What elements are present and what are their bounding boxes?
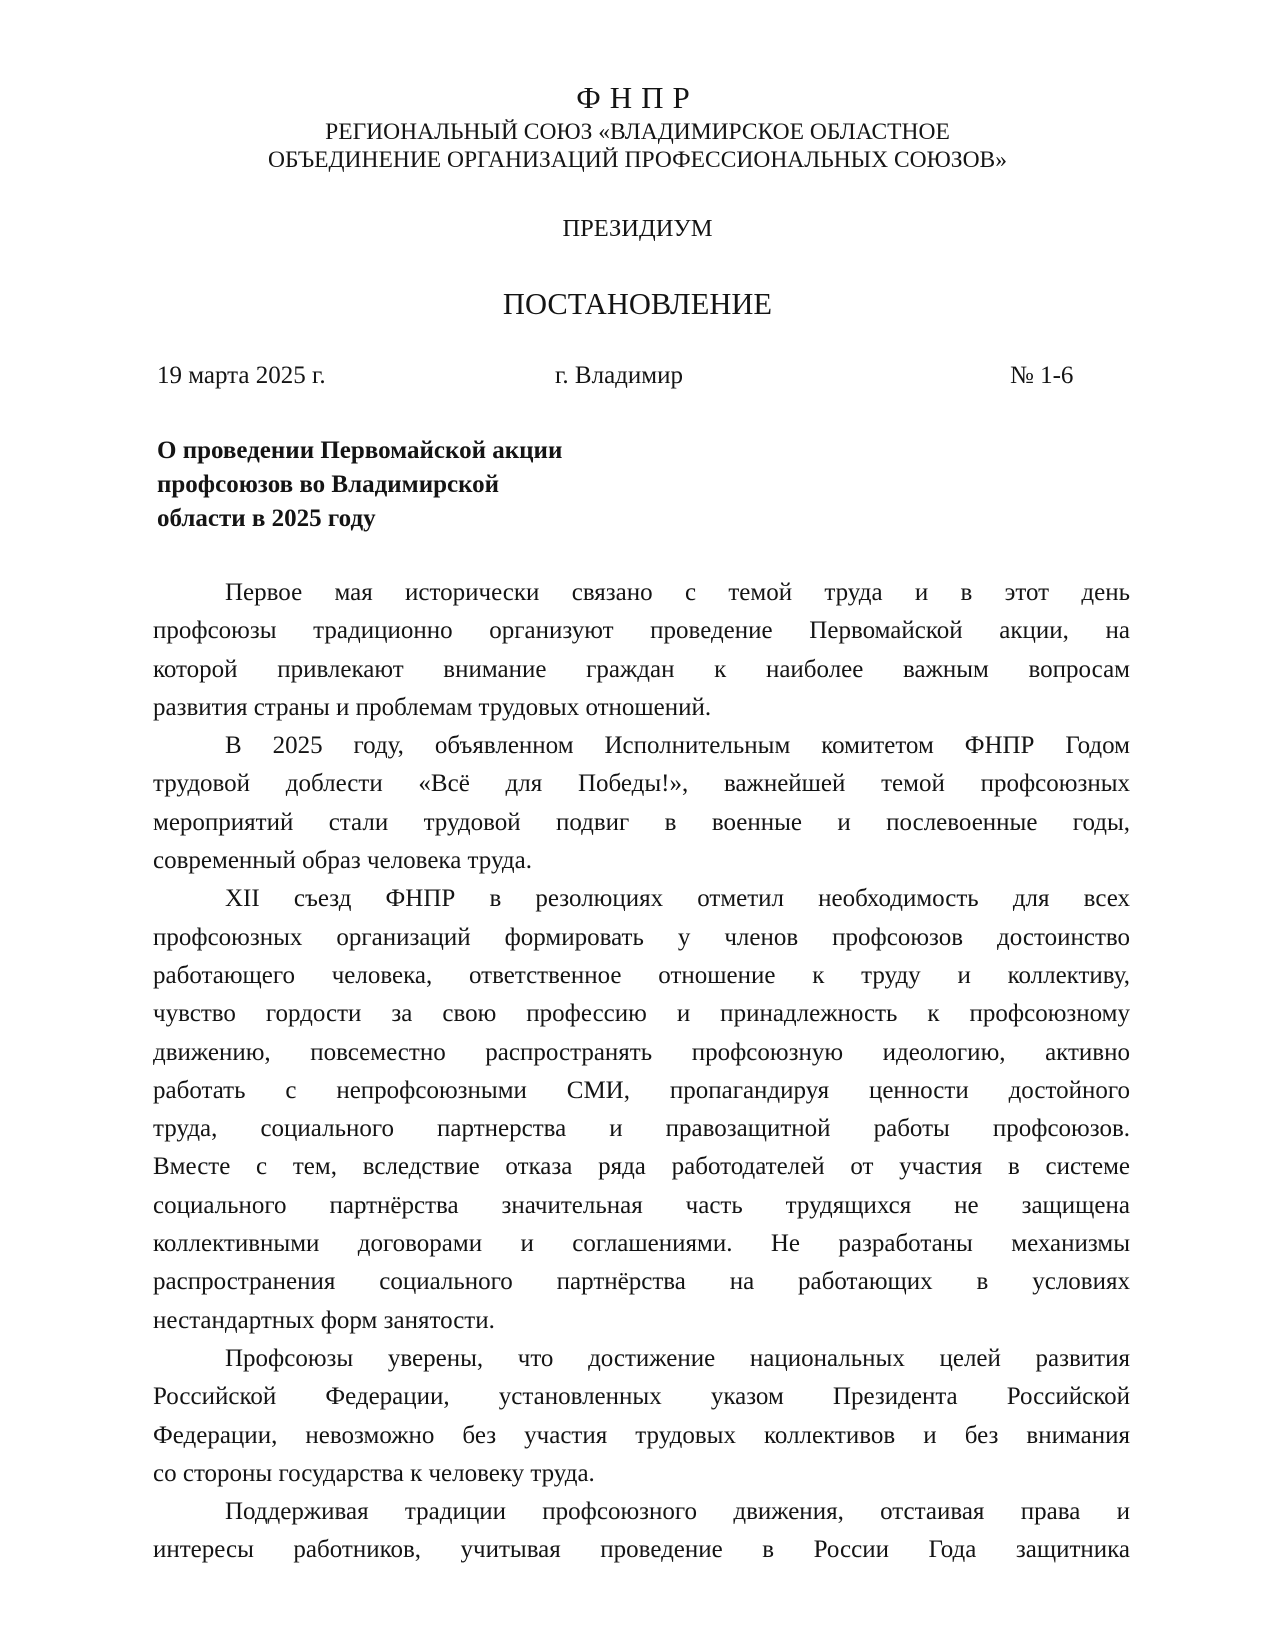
body-line: социального партнёрства значительная часть трудящихся не защищена — [153, 1191, 1130, 1219]
body-line: которой привлекают внимание граждан к наиболее важным вопросам — [153, 655, 1130, 683]
body-line: работающего человека, ответственное отношение к труду и коллективу, — [153, 961, 1130, 989]
document-body — [153, 574, 1130, 1570]
body-line: работать с непрофсоюзными СМИ, пропагандируя ценности достойного — [153, 1076, 1130, 1104]
body-line: Вместе с тем, вследствие отказа ряда работодателей от участия в системе — [153, 1153, 1130, 1181]
body-line: Российской Федерации, установленных указом Президента Российской — [153, 1383, 1130, 1411]
body-line: Федерации, невозможно без участия трудовых коллективов и без внимания — [153, 1421, 1130, 1449]
body-line: нестандартных форм занятости. — [153, 1306, 495, 1334]
document-number: № 1-6 — [1010, 362, 1074, 389]
body-line: развития страны и проблемам трудовых отношений. — [153, 693, 712, 721]
body-line: коллективными договорами и соглашениями. Не разработаны механизмы — [153, 1230, 1130, 1258]
subject-line: О проведении Первомайской акции — [157, 437, 563, 464]
body-line: Первое мая исторически связано с темой труда и в этот день — [225, 579, 1130, 606]
body-line: XII съезд ФНПР в резолюциях отметил необходимость для всех — [225, 885, 1130, 913]
org-abbreviation: ФНПР — [576, 80, 699, 115]
body-line: трудовой доблести «Всё для Победы!», важнейшей темой профсоюзных — [153, 770, 1130, 798]
document-subject — [157, 434, 562, 536]
body-line: В 2025 году, объявленном Исполнительным комитетом ФНПР Годом — [225, 732, 1130, 760]
body-line: мероприятий стали трудовой подвиг в военные и послевоенные годы, — [153, 808, 1130, 836]
body-line: чувство гордости за свою профессию и принадлежность к профсоюзному — [153, 1000, 1130, 1028]
org-name-line-1: РЕГИОНАЛЬНЫЙ СОЮЗ «ВЛАДИМИРСКОЕ ОБЛАСТНОЕ — [325, 119, 950, 145]
body-line: Профсоюзы уверены, что достижение национальных целей развития — [225, 1344, 1130, 1372]
body-line: Поддерживая традиции профсоюзного движения, отстаивая права и — [225, 1498, 1130, 1526]
subject-line: профсоюзов во Владимирской — [157, 471, 500, 498]
body-line: профсоюзы традиционно организуют проведение Первомайской акции, на — [153, 617, 1130, 645]
document-city: г. Владимир — [555, 362, 683, 389]
org-name-line-2: ОБЪЕДИНЕНИЕ ОРГАНИЗАЦИЙ ПРОФЕССИОНАЛЬНЫХ СОЮЗОВ» — [268, 147, 1007, 173]
body-line: труда, социального партнерства и правозащитной работы профсоюзов. — [153, 1115, 1130, 1143]
issuing-body: ПРЕЗИДИУМ — [562, 215, 713, 242]
body-line: движению, повсеместно распространять профсоюзную идеологию, активно — [153, 1038, 1130, 1066]
body-line: интересы работников, учитывая проведение в России Года защитника — [153, 1536, 1130, 1564]
document-type-title: ПОСТАНОВЛЕНИЕ — [502, 287, 773, 321]
body-line: профсоюзных организаций формировать у членов профсоюзов достоинство — [153, 923, 1130, 951]
subject-line: области в 2025 году — [157, 505, 376, 532]
document-date: 19 марта 2025 г. — [157, 362, 326, 389]
body-line: со стороны государства к человеку труда. — [153, 1459, 595, 1487]
body-line: современный образ человека труда. — [153, 847, 532, 875]
body-line: распространения социального партнёрства на работающих в условиях — [153, 1268, 1130, 1296]
